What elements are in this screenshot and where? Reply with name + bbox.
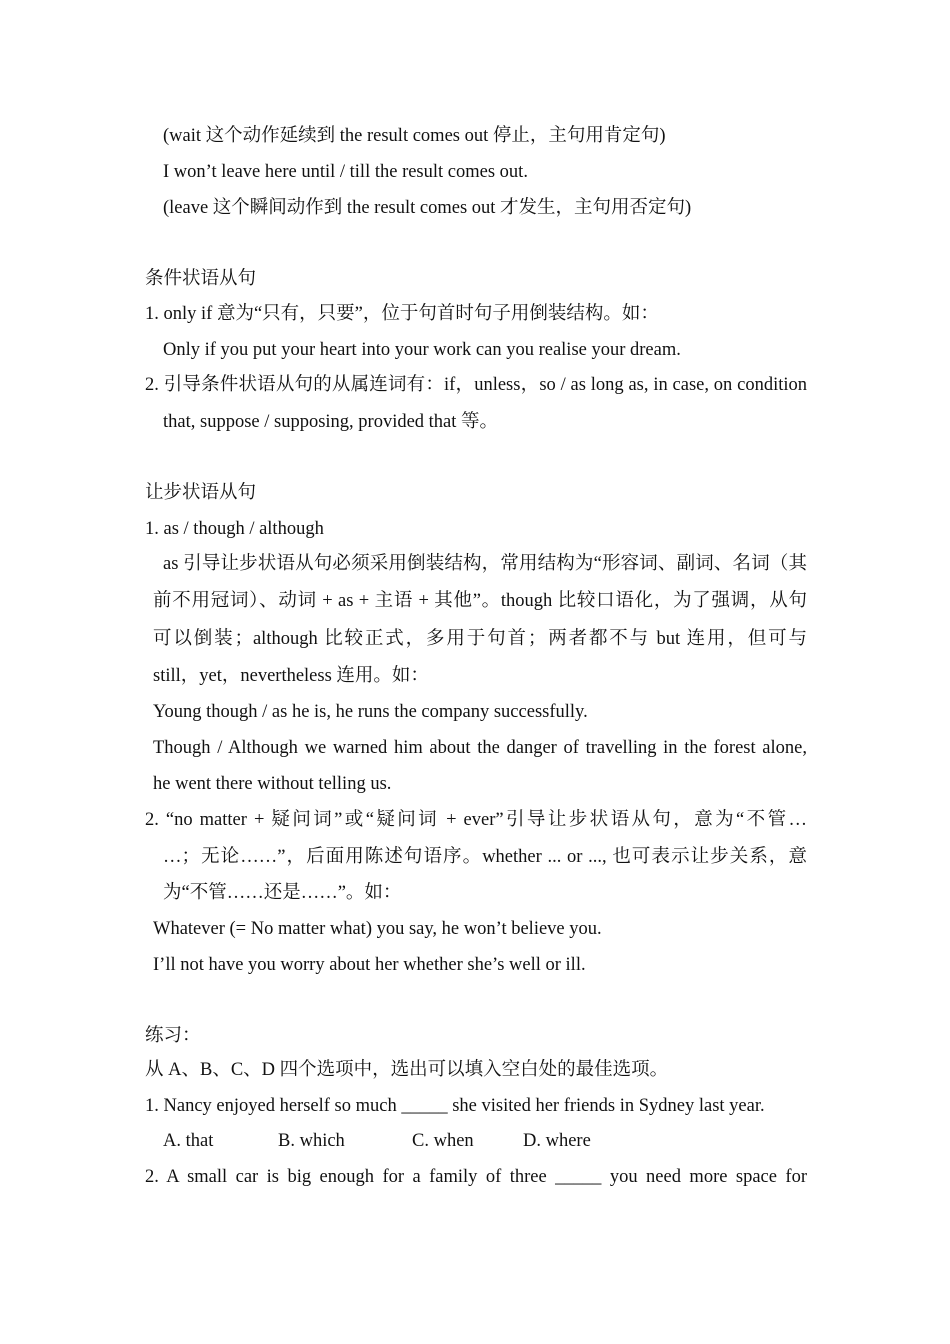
concession-item-1-desc-line-2: 前不用冠词）、动词 + as + 主语 + 其他”。though 比较口语化，为了强调，从句	[153, 591, 807, 611]
time-clause-example-leave: I won’t leave here until / till the result comes out.	[163, 162, 528, 182]
concession-item-2-line-3: 为“不管……还是……”。如：	[163, 883, 402, 903]
condition-item-2-line-1: 2. 引导条件状语从句的从属连词有：if，unless，so / as long as, in case, on condition	[145, 375, 807, 395]
concession-item-1-desc-line-3: 可以倒装；although 比较正式，多用于句首；两者都不与 but 连用，但可与	[153, 629, 807, 649]
condition-item-1-example: Only if you put your heart into your work can you realise your dream.	[163, 340, 681, 360]
time-clause-note-wait: (wait 这个动作延续到 the result comes out 停止，主句用肯定句)	[163, 126, 666, 146]
concession-item-1: 1. as / though / although	[145, 519, 324, 539]
question-1-option-a: A. that	[163, 1131, 214, 1151]
concession-item-1-desc-line-1: as 引导让步状语从句必须采用倒装结构，常用结构为“形容词、副词、名词（其	[163, 554, 807, 574]
concession-item-2-example-2: I’ll not have you worry about her whether she’s well or ill.	[153, 955, 586, 975]
exercise-question-1: 1. Nancy enjoyed herself so much _____ she visited her friends in Sydney last year.	[145, 1096, 765, 1116]
question-1-option-c: C. when	[412, 1131, 474, 1151]
exercise-instruction: 从 A、B、C、D 四个选项中，选出可以填入空白处的最佳选项。	[145, 1060, 669, 1080]
concession-item-2-line-2: …；无论……”，后面用陈述句语序。whether ... or ..., 也可表示让步关系，意	[163, 847, 807, 867]
question-1-option-d: D. where	[523, 1131, 591, 1151]
concession-item-2-line-1: 2. “no matter + 疑问词”或“疑问词 + ever”引导让步状语从句，意为“不管…	[145, 810, 807, 830]
condition-heading: 条件状语从句	[145, 269, 257, 289]
condition-item-1: 1. only if 意为“只有，只要”，位于句首时句子用倒装结构。如：	[145, 304, 659, 324]
concession-item-1-example-2-line-2: he went there without telling us.	[153, 774, 392, 794]
time-clause-note-leave: (leave 这个瞬间动作到 the result comes out 才发生，主句用否定句)	[163, 198, 692, 218]
condition-item-2-line-2: that, suppose / supposing, provided that 等。	[163, 412, 499, 432]
concession-heading: 让步状语从句	[145, 483, 257, 503]
concession-item-1-example-2-line-1: Though / Although we warned him about the danger of travelling in the forest alone,	[153, 738, 807, 758]
concession-item-1-example-1: Young though / as he is, he runs the company successfully.	[153, 702, 588, 722]
exercise-heading: 练习：	[145, 1026, 201, 1046]
exercise-question-2-line-1: 2. A small car is big enough for a family of three _____ you need more space for	[145, 1167, 807, 1187]
question-1-option-b: B. which	[278, 1131, 345, 1151]
concession-item-2-example-1: Whatever (= No matter what) you say, he won’t believe you.	[153, 919, 602, 939]
concession-item-1-desc-line-4: still，yet，nevertheless 连用。如：	[153, 666, 429, 686]
